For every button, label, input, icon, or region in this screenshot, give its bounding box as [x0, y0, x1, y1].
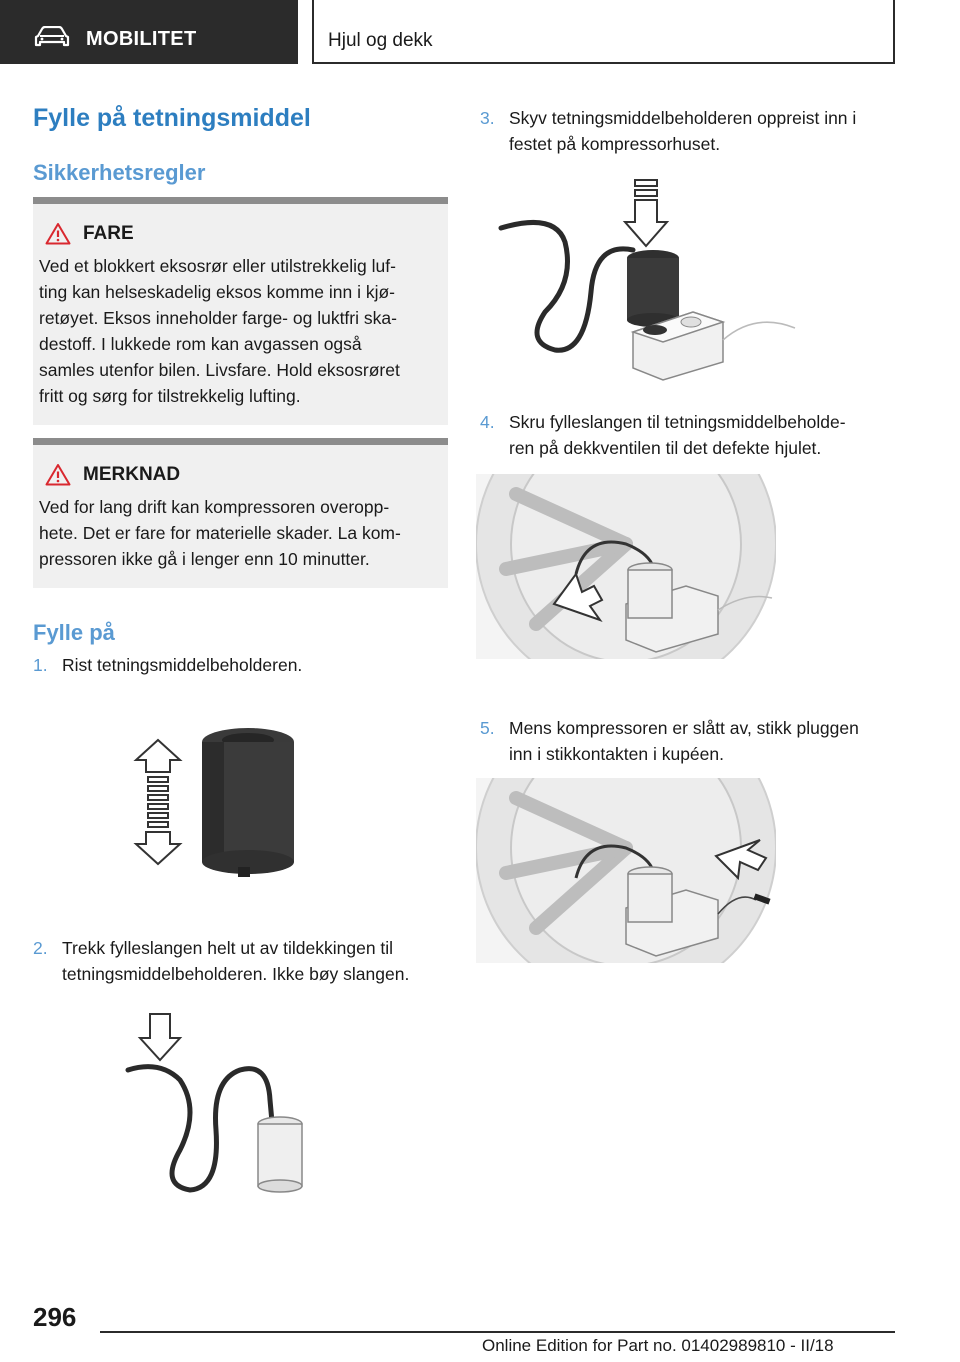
page-title: Fylle på tetningsmiddel [33, 104, 311, 132]
step-text: Skru fylleslangen til tetningsmiddelbeholde- ren på dekkventilen til det defekte hjulet. [509, 412, 846, 458]
footer-edition: Online Edition for Part no. 01402989810 - II/18 [482, 1336, 834, 1355]
header-section-label: MOBILITET [86, 28, 197, 50]
plug-in-compressor-illustration [476, 778, 776, 963]
caution-notice-level: MERKNAD [83, 463, 181, 485]
header-chapter-label: Hjul og dekk [328, 30, 433, 51]
danger-notice-text: Ved et blokkert eksosrør eller utilstrekkelig luf- ting kan helseskadelig eksos komme inn i kjø- retøyet. Eksos inneholder farge- og luktfri ska- destoff. I lukkede rom kan avgassen også samles utenfor bilen. Livsfare. Hold eksosrøret fritt og sørg for tilstrekkelig lufting. [39, 256, 400, 406]
header-section-tab [0, 0, 298, 64]
step-5 [480, 715, 900, 767]
page-number: 296 [33, 1302, 77, 1332]
step-number: 1. [33, 655, 48, 675]
step-text: Mens kompressoren er slått av, stikk pluggen inn i stikkontakten i kupéen. [509, 718, 859, 764]
pull-hose-illustration [120, 1010, 320, 1200]
step-text: Rist tetningsmiddelbeholderen. [62, 655, 303, 675]
car-icon [34, 26, 70, 48]
step-number: 4. [480, 412, 495, 432]
safety-heading: Sikkerhetsregler [33, 160, 206, 185]
step-text: Trekk fylleslangen helt ut av tildekkingen til tetningsmiddelbeholderen. Ikke bøy slangen. [62, 938, 410, 984]
insert-bottle-illustration [495, 172, 805, 387]
danger-notice-level: FARE [83, 222, 134, 244]
warning-triangle-icon [45, 222, 71, 245]
footer-divider [100, 1331, 895, 1333]
danger-notice-title [45, 222, 442, 245]
step-text: Skyv tetningsmiddelbeholderen oppreist inn i festet på kompressorhuset. [509, 108, 857, 154]
step-number: 5. [480, 718, 495, 738]
caution-notice [33, 438, 448, 588]
header-chapter-box [312, 0, 895, 64]
fill-heading: Fylle på [33, 620, 115, 645]
step-1 [33, 652, 448, 678]
warning-triangle-icon [45, 463, 71, 486]
shake-bottle-illustration [128, 722, 328, 882]
step-3 [480, 105, 900, 157]
caution-notice-text: Ved for lang drift kan kompressoren overopp- hete. Det er fare for materielle skader. La kom- pressoren ikke gå i lenger enn 10 minutter. [39, 497, 401, 569]
step-number: 2. [33, 938, 48, 958]
step-4 [480, 409, 900, 461]
step-2 [33, 935, 448, 987]
danger-notice [33, 197, 448, 425]
caution-notice-title [45, 463, 442, 486]
connect-hose-wheel-illustration [476, 474, 776, 659]
step-number: 3. [480, 108, 495, 128]
